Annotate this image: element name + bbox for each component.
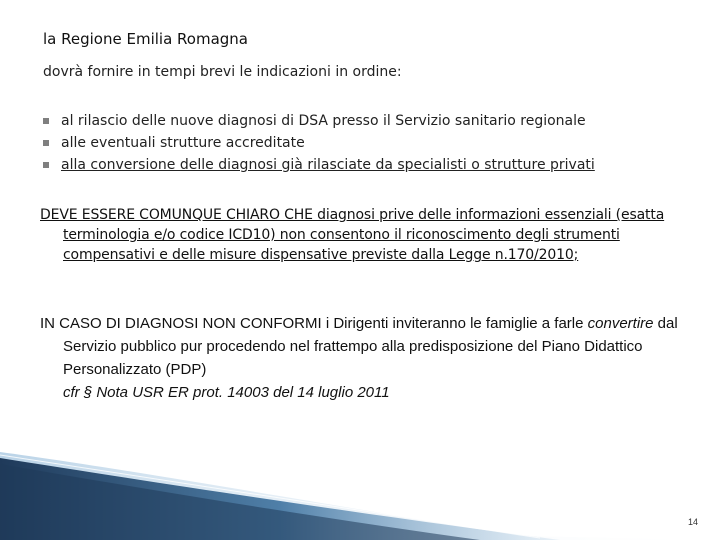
square-bullet-icon xyxy=(43,118,49,124)
bullet-text: alle eventuali strutture accreditate xyxy=(61,135,305,151)
requirement-paragraph: DEVE ESSERE COMUNQUE CHIARO CHE diagnosi prive delle informazioni essenziali (esatta terminologia e/o codice ICD10) non consentono il riconoscimento degli strumenti compensativi e delle misure dispensative previste dalla Legge n.170/2010; xyxy=(40,207,665,263)
bullet-list xyxy=(43,110,595,176)
square-bullet-icon xyxy=(43,162,49,168)
list-item xyxy=(43,132,595,154)
nonconforming-paragraph xyxy=(40,312,693,404)
emphasis-text: convertire xyxy=(587,315,654,332)
paragraph-text: IN CASO DI DIAGNOSI NON CONFORMI i Dirigenti inviteranno le famiglie a farle xyxy=(40,315,588,332)
citation-text: cfr § Nota USR ER prot. 14003 del 14 luglio 2011 xyxy=(63,384,390,401)
page-number: 14 xyxy=(688,517,699,527)
paragraph-text: dal Servizio pubblico pur procedendo nel frattempo alla predisposizione del Piano Didattico Personalizzato (PDP) xyxy=(63,315,678,378)
bullet-text: al rilascio delle nuove diagnosi di DSA presso il Servizio sanitario regionale xyxy=(61,113,586,129)
bullet-text: alla conversione delle diagnosi già rilasciate da specialisti o strutture privati xyxy=(61,157,595,173)
list-item xyxy=(43,154,595,176)
slide-title: la Regione Emilia Romagna xyxy=(43,30,248,48)
decorative-wave-graphic xyxy=(0,440,720,540)
list-item xyxy=(43,110,595,132)
square-bullet-icon xyxy=(43,140,49,146)
intro-text: dovrà fornire in tempi brevi le indicazioni in ordine: xyxy=(43,64,402,80)
